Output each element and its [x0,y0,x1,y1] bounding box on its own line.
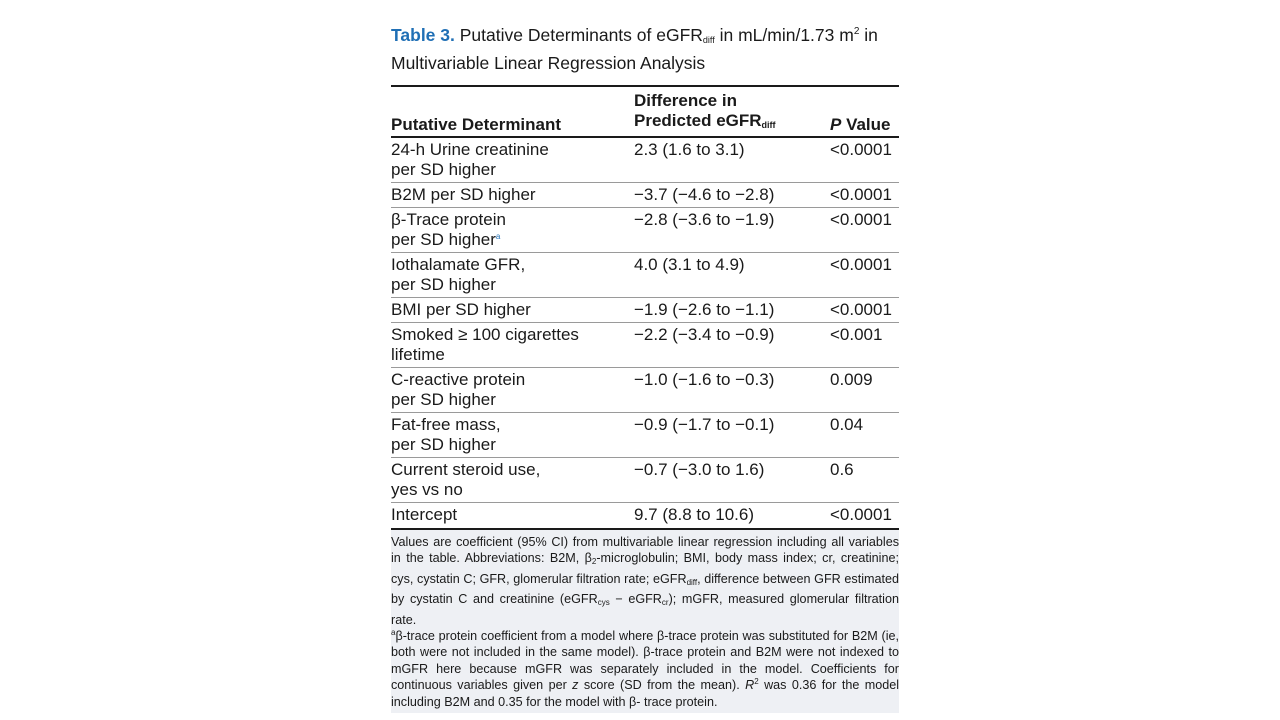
determinant-line: per SD higher [391,160,496,179]
header-difference-subscript: diff [761,120,776,130]
table-row [391,458,899,503]
footnote-marker: a [391,628,396,638]
cell-determinant [391,253,634,298]
cell-determinant [391,458,634,503]
determinant-line: per SD higher [391,435,496,454]
determinant-line: Iothalamate GFR, [391,255,526,274]
cell-p-value: 0.009 [830,368,899,413]
determinant-line: Fat-free mass, [391,415,501,434]
table-body [391,137,899,528]
cell-difference: −2.2 (−3.4 to −0.9) [634,323,830,368]
cell-difference: −1.0 (−1.6 to −0.3) [634,368,830,413]
table-row [391,137,899,183]
title-units: in mL/min/1.73 m [714,25,854,45]
header-difference-line2 [634,111,830,135]
cell-determinant [391,503,634,529]
determinant-line: per SD higher [391,390,496,409]
cell-p-value: <0.001 [830,323,899,368]
table-row [391,503,899,529]
header-p-rest: Value [841,115,891,134]
note-text: ); mGFR, measured glomerular filtration rate. [391,592,899,627]
cell-difference: −1.9 (−2.6 to −1.1) [634,298,830,323]
determinant-line: Intercept [391,505,458,524]
title-superscript: 2 [853,26,860,37]
footnote-abbreviations [391,534,899,628]
table-row [391,183,899,208]
table-row [391,323,899,368]
note-text: − eGFR [609,592,662,607]
table-row [391,368,899,413]
cell-p-value: <0.0001 [830,183,899,208]
note-text: was 0.36 for the model including B2M and 0.35 for the model with β- trace protein. [391,678,900,709]
regression-table [391,87,899,528]
determinant-line: β-Trace protein [391,210,506,229]
header-difference-line1: Difference in [634,91,737,110]
table-row [391,413,899,458]
header-determinant: Putative Determinant [391,87,634,137]
cell-p-value: <0.0001 [830,253,899,298]
note-sub: cys [597,598,610,608]
table-row [391,298,899,323]
table-row [391,208,899,253]
header-p-italic: P [830,115,842,134]
determinant-line: B2M per SD higher [391,185,536,204]
determinant-line: lifetime [391,345,445,364]
table-footnotes [391,528,899,713]
determinant-line: Smoked ≥ 100 cigarettes [391,325,579,344]
title-text: Putative Determinants of eGFR [459,25,703,45]
note-italic: z [572,678,579,693]
note-text: β-trace protein coefficient from a model where β-trace protein was substituted for B2M (ie, both were not included in the same model). β-trace protein and B2M were not indexed to mGFR here because mGFR was separately included in the model. Coefficients for continuous variables given per [391,629,899,693]
cell-difference: 4.0 (3.1 to 4.9) [634,253,830,298]
cell-determinant [391,368,634,413]
cell-p-value: 0.04 [830,413,899,458]
header-difference [634,87,830,137]
determinant-line: Current steroid use, [391,460,541,479]
cell-determinant [391,137,634,183]
cell-determinant [391,208,634,253]
cell-p-value: <0.0001 [830,298,899,323]
header-difference-text: Predicted eGFR [634,111,762,130]
cell-difference: −3.7 (−4.6 to −2.8) [634,183,830,208]
determinant-line: per SD higher [391,230,496,249]
determinant-line: C-reactive protein [391,370,526,389]
title-text-end: in Multivariable Linear Regression Analysis [391,25,878,73]
determinant-line: BMI per SD higher [391,300,531,319]
cell-difference: −2.8 (−3.6 to −1.9) [634,208,830,253]
cell-difference: 2.3 (1.6 to 3.1) [634,137,830,183]
table-row [391,253,899,298]
cell-p-value: <0.0001 [830,505,892,524]
cell-determinant [391,323,634,368]
cell-determinant [391,298,634,323]
determinant-line: yes vs no [391,480,463,499]
note-text: Values are coefficient (95% CI) from multivariable linear regression including all variables in the table. Abbreviations: B2M, β [391,535,899,566]
cell-p-value: <0.0001 [830,137,899,183]
note-italic: R [745,678,755,693]
cell-difference: −0.9 (−1.7 to −0.1) [634,413,830,458]
note-text: -microglobulin; BMI, body mass index; cr, creatinine; cys, cystatin C; GFR, glomerular filtration rate; eGFR [391,551,899,586]
cell-p-value: <0.0001 [830,208,899,253]
cell-difference: −0.7 (−3.0 to 1.6) [634,458,830,503]
note-sub: diff [686,577,698,587]
note-text: score (SD from the mean). [578,678,746,693]
note-sup: 2 [754,677,759,687]
note-sub: 2 [591,557,597,567]
footnote-marker: a [495,232,501,241]
header-p-value [830,87,899,137]
cell-difference: 9.7 (8.8 to 10.6) [634,505,755,524]
table-label: Table 3. [391,25,455,45]
note-sub: cr [661,598,669,608]
cell-p-value: 0.6 [830,458,899,503]
table-title [391,24,899,75]
title-subscript: diff [702,35,715,45]
determinant-line: per SD higher [391,275,496,294]
table-container [391,24,899,713]
cell-determinant [391,183,634,208]
cell-determinant [391,413,634,458]
note-text: , difference between GFR estimated by cystatin C and creatinine (eGFR [391,571,899,607]
footnote-a [391,628,899,710]
determinant-line: 24-h Urine creatinine [391,140,549,159]
header-row [391,87,899,137]
